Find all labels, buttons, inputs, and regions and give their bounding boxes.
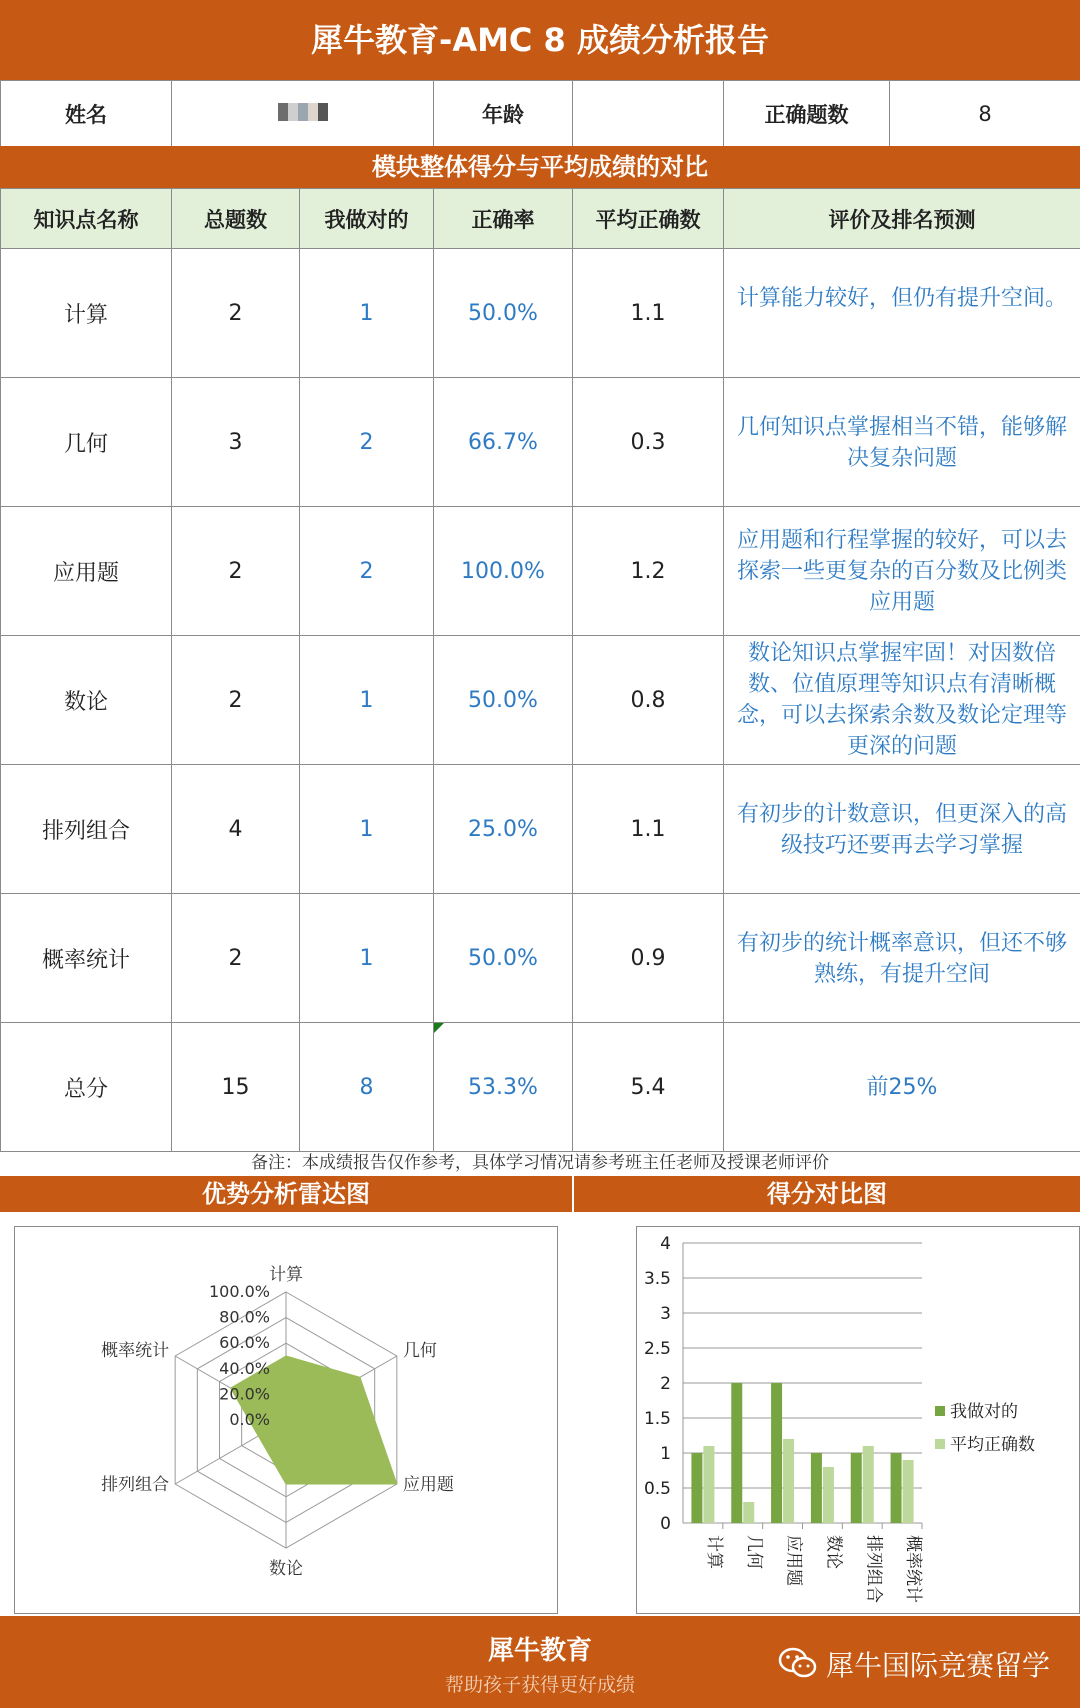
table-row xyxy=(1,507,1080,636)
radar-chart-panel xyxy=(14,1226,558,1614)
module-name: 总分 xyxy=(1,1023,172,1152)
table-row-total xyxy=(1,1023,1080,1152)
bar xyxy=(703,1446,714,1523)
avg-correct: 1.1 xyxy=(573,249,724,378)
total-count: 15 xyxy=(172,1023,300,1152)
total-count: 3 xyxy=(172,378,300,507)
module-name: 排列组合 xyxy=(1,765,172,894)
total-count: 4 xyxy=(172,765,300,894)
avg-correct: 0.8 xyxy=(573,636,724,765)
y-tick-label: 0.5 xyxy=(643,1479,671,1499)
report-title: 犀牛教育-AMC 8 成绩分析报告 xyxy=(0,0,1080,80)
correct-rate: 25.0% xyxy=(434,765,573,894)
x-tick-label: 几何 xyxy=(743,1535,764,1569)
radar-tick-label: 100.0% xyxy=(208,1282,270,1301)
bar xyxy=(823,1467,834,1523)
x-tick-label: 排列组合 xyxy=(863,1535,884,1603)
avg-correct: 1.2 xyxy=(573,507,724,636)
footer-brand: 犀牛教育 xyxy=(487,1636,592,1666)
y-tick-label: 3.5 xyxy=(643,1269,671,1289)
radar-category-label: 几何 xyxy=(402,1341,437,1361)
avg-correct: 5.4 xyxy=(573,1023,724,1152)
bar xyxy=(811,1453,822,1523)
my-correct: 2 xyxy=(300,507,434,636)
radar-chart xyxy=(15,1227,557,1613)
name-label: 姓名 xyxy=(1,81,172,147)
y-tick-label: 0 xyxy=(660,1514,671,1534)
module-name: 概率统计 xyxy=(1,894,172,1023)
radar-tick-label: 80.0% xyxy=(219,1307,270,1327)
y-tick-label: 2.5 xyxy=(643,1339,671,1359)
bar xyxy=(743,1502,754,1523)
correct-rate: 50.0% xyxy=(434,636,573,765)
radar-category-label: 应用题 xyxy=(402,1475,454,1495)
evaluation: 几何知识点掌握相当不错，能够解决复杂问题 xyxy=(724,378,1080,507)
x-tick-label: 数论 xyxy=(823,1535,844,1569)
correct-count-value: 8 xyxy=(890,81,1080,147)
module-name: 几何 xyxy=(1,378,172,507)
table-row xyxy=(1,636,1080,765)
name-value xyxy=(172,81,434,147)
evaluation: 数论知识点掌握牢固！对因数倍数、位值原理等知识点有清晰概念，可以去探索余数及数论定理等更深的问题 xyxy=(724,636,1080,765)
avg-correct: 0.3 xyxy=(573,378,724,507)
header-mine: 我做对的 xyxy=(300,189,434,249)
age-label: 年龄 xyxy=(434,81,573,147)
bar-chart xyxy=(637,1227,1079,1613)
radar-category-label: 数论 xyxy=(269,1559,303,1579)
header-avg: 平均正确数 xyxy=(573,189,724,249)
bar xyxy=(903,1460,914,1523)
radar-chart-title: 优势分析雷达图 xyxy=(0,1176,572,1212)
my-correct: 2 xyxy=(300,378,434,507)
bar xyxy=(851,1453,862,1523)
correct-count-label: 正确题数 xyxy=(724,81,890,147)
bar-chart-panel xyxy=(636,1226,1080,1614)
legend-label: 我做对的 xyxy=(950,1402,1018,1422)
correct-rate: 66.7% xyxy=(434,378,573,507)
wechat-icon xyxy=(778,1646,818,1680)
radar-tick-label: 40.0% xyxy=(219,1358,270,1378)
correct-rate: 53.3% xyxy=(434,1023,573,1152)
y-tick-label: 2 xyxy=(660,1374,671,1394)
radar-tick-label: 60.0% xyxy=(219,1333,270,1353)
header-total: 总题数 xyxy=(172,189,300,249)
bar xyxy=(863,1446,874,1523)
radar-category-label: 计算 xyxy=(269,1265,303,1285)
table-row xyxy=(1,249,1080,378)
total-count: 2 xyxy=(172,636,300,765)
x-tick-label: 概率统计 xyxy=(903,1535,924,1603)
bar-chart-title: 得分对比图 xyxy=(574,1176,1080,1212)
table-header xyxy=(1,189,1080,249)
module-name: 数论 xyxy=(1,636,172,765)
table-row xyxy=(1,378,1080,507)
y-tick-label: 3 xyxy=(660,1304,671,1324)
module-name: 计算 xyxy=(1,249,172,378)
header-name: 知识点名称 xyxy=(1,189,172,249)
report-note: 备注：本成绩报告仅作参考，具体学习情况请参考班主任老师及授课老师评价 xyxy=(251,1153,829,1173)
total-count: 2 xyxy=(172,894,300,1023)
legend-swatch xyxy=(935,1439,945,1449)
total-count: 2 xyxy=(172,507,300,636)
header-rate: 正确率 xyxy=(434,189,573,249)
avg-correct: 1.1 xyxy=(573,765,724,894)
legend-label: 平均正确数 xyxy=(950,1435,1035,1455)
section-title: 模块整体得分与平均成绩的对比 xyxy=(0,146,1080,188)
y-tick-label: 4 xyxy=(660,1234,671,1254)
correct-rate: 50.0% xyxy=(434,894,573,1023)
module-name: 应用题 xyxy=(1,507,172,636)
correct-rate: 50.0% xyxy=(434,249,573,378)
radar-category-label: 概率统计 xyxy=(101,1341,170,1361)
module-score-table xyxy=(0,188,1080,1152)
x-tick-label: 应用题 xyxy=(783,1535,804,1586)
total-count: 2 xyxy=(172,249,300,378)
bar xyxy=(783,1439,794,1523)
evaluation: 应用题和行程掌握的较好，可以去探索一些更复杂的百分数及比例类应用题 xyxy=(724,507,1080,636)
radar-tick-label: 0.0% xyxy=(229,1410,270,1429)
evaluation: 计算能力较好，但仍有提升空间。 xyxy=(724,249,1080,378)
evaluation: 有初步的计数意识，但更深入的高级技巧还要再去学习掌握 xyxy=(724,765,1080,894)
my-correct: 8 xyxy=(300,1023,434,1152)
my-correct: 1 xyxy=(300,249,434,378)
footer xyxy=(0,1616,1080,1708)
bar xyxy=(691,1453,702,1523)
header-eval: 评价及排名预测 xyxy=(724,189,1080,249)
table-row xyxy=(1,894,1080,1023)
radar-category-label: 排列组合 xyxy=(101,1475,170,1495)
bar xyxy=(771,1383,782,1523)
footer-slogan: 帮助孩子获得更好成绩 xyxy=(444,1674,635,1696)
bar xyxy=(731,1383,742,1523)
table-row xyxy=(1,765,1080,894)
legend-swatch xyxy=(935,1406,945,1416)
age-value xyxy=(573,81,724,147)
my-correct: 1 xyxy=(300,765,434,894)
radar-tick-label: 20.0% xyxy=(219,1384,270,1404)
x-tick-label: 计算 xyxy=(703,1535,724,1569)
y-tick-label: 1 xyxy=(660,1444,671,1464)
avg-correct: 0.9 xyxy=(573,894,724,1023)
name-redaction xyxy=(278,103,328,121)
my-correct: 1 xyxy=(300,894,434,1023)
footer-watermark: 犀牛国际竞赛留学 xyxy=(826,1649,1051,1682)
bar xyxy=(891,1453,902,1523)
student-info-table xyxy=(0,80,1080,147)
correct-rate: 100.0% xyxy=(434,507,573,636)
y-tick-label: 1.5 xyxy=(643,1409,671,1429)
evaluation: 前25% xyxy=(724,1023,1080,1152)
evaluation: 有初步的统计概率意识，但还不够熟练，有提升空间 xyxy=(724,894,1080,1023)
my-correct: 1 xyxy=(300,636,434,765)
